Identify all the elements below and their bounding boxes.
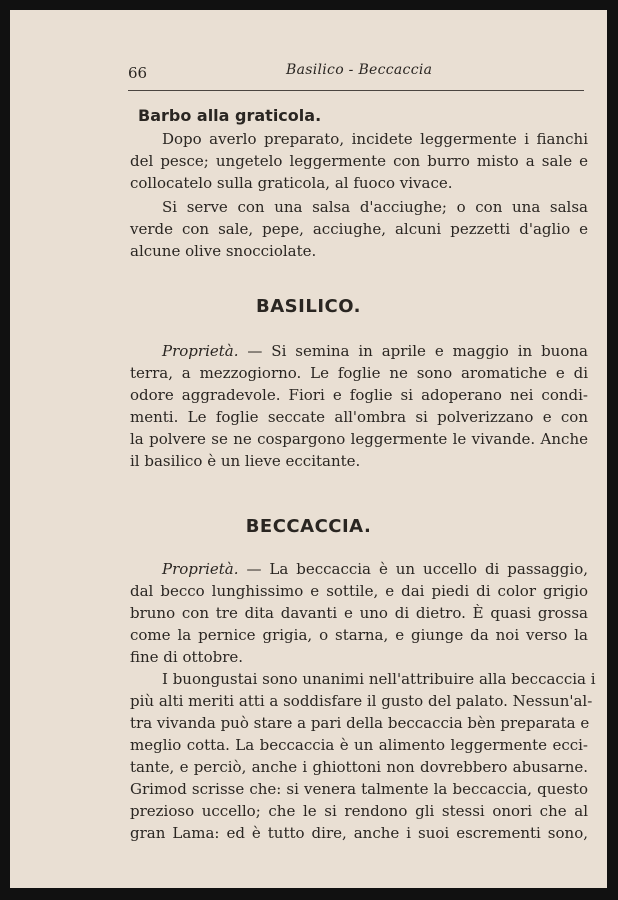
running-head: Basilico - Beccaccia — [286, 62, 433, 78]
section-label: Proprietà. — [162, 560, 239, 578]
text-line: la polvere se ne cospargono leggermente le vivande. Anche — [130, 430, 588, 448]
text-line: tra vivanda può stare a pari della beccaccia bèn preparata e — [130, 714, 590, 732]
barbo-paragraph-1 — [130, 128, 588, 194]
text-line: il basilico è un lieve eccitante. — [130, 452, 361, 470]
text-line: I buongustai sono unanimi nell'attribuire alla beccaccia i — [162, 670, 596, 688]
text-line: come la pernice grigia, o starna, e giunge da noi verso la — [130, 626, 588, 644]
text-line: Grimod scrisse che: si venera talmente la beccaccia, questo — [130, 780, 588, 798]
text-line — [130, 340, 588, 362]
text-line: tante, e perciò, anche i ghiottoni non dovrebbero abusarne. — [130, 758, 588, 776]
text-line: gran Lama: ed è tutto dire, anche i suoi escrementi sono, — [130, 824, 588, 842]
basilico-heading: BASILICO. — [256, 296, 361, 317]
page-number: 66 — [128, 64, 148, 82]
text-line: meglio cotta. La beccaccia è un alimento leggermente ecci- — [130, 736, 588, 754]
header-rule — [128, 90, 584, 91]
text-line: terra, a mezzogiorno. Le foglie ne sono aromatiche e di — [130, 364, 588, 382]
text-line: più alti meriti atti a soddisfare il gusto del palato. Nessun'al- — [130, 692, 593, 710]
text-line: bruno con tre dita davanti e uno di dietro. È quasi grossa — [130, 604, 588, 622]
text-line: collocatelo sulla graticola, al fuoco vivace. — [130, 174, 453, 192]
text-line: prezioso uccello; che le si rendono gli stessi onori che al — [130, 802, 588, 820]
text-line: menti. Le foglie seccate all'ombra si polverizzano e con — [130, 408, 588, 426]
barbo-heading: Barbo alla graticola. — [138, 106, 322, 125]
beccaccia-paragraph-1 — [130, 558, 588, 668]
beccaccia-paragraph-2 — [130, 668, 596, 844]
basilico-paragraph — [130, 340, 588, 472]
text-line: odore aggradevole. Fiori e foglie si adoperano nei condi- — [130, 386, 588, 404]
line-text: — La beccaccia è un uccello di passaggio, — [246, 560, 588, 578]
text-line: alcune olive snocciolate. — [130, 242, 317, 260]
text-line: verde con sale, pepe, acciughe, alcuni pezzetti d'aglio e — [130, 220, 588, 238]
book-page — [10, 10, 607, 888]
section-label: Proprietà. — [162, 342, 239, 360]
text-line — [130, 558, 588, 580]
beccaccia-heading: BECCACCIA. — [245, 516, 372, 537]
barbo-paragraph-2 — [130, 196, 588, 262]
text-line: dal becco lunghissimo e sottile, e dai piedi di color grigio — [130, 582, 588, 600]
line-text: — Si semina in aprile e maggio in buona — [247, 342, 588, 360]
text-line: fine di ottobre. — [130, 648, 244, 666]
page-header — [128, 62, 584, 86]
text-line: Si serve con una salsa d'acciughe; o con una salsa — [162, 198, 588, 216]
text-line: Dopo averlo preparato, incidete leggermente i fianchi — [162, 130, 588, 148]
text-line: del pesce; ungetelo leggermente con burro misto a sale e — [130, 152, 588, 170]
